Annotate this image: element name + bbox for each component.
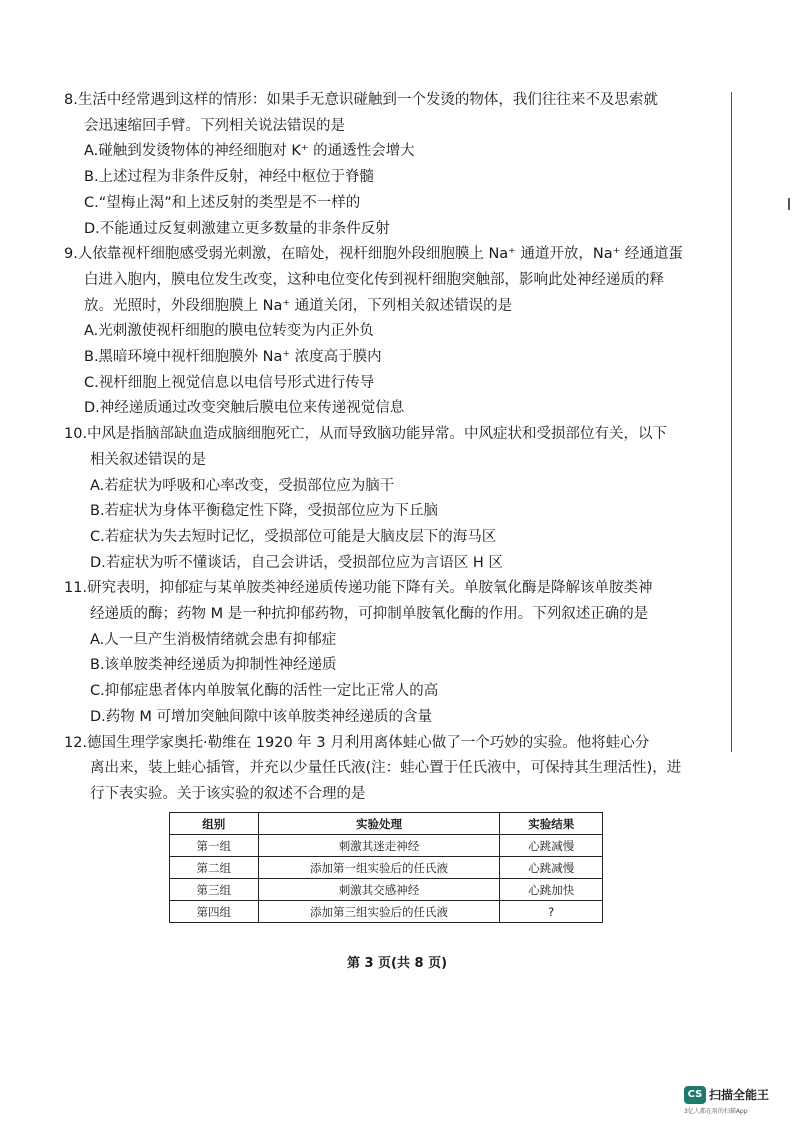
question-stem: 8.生活中经常遇到这样的情形：如果手无意识碰触到一个发烫的物体，我们往往来不及思索就 bbox=[64, 92, 658, 108]
question-stem: 12.德国生理学家奥托·勒维在 1920 年 3 月利用离体蛙心做了一个巧妙的实验。他将蛙心分 bbox=[64, 734, 650, 751]
table-cell-treatment: 刺激其迷走神经 bbox=[258, 835, 500, 857]
question-stem-continued: 经递质的酶；药物 M 是一种抗抑郁药物，可抑制单胺氧化酶的作用。下列叙述正确的是 bbox=[90, 606, 649, 623]
table-header-result: 实验结果 bbox=[500, 813, 603, 835]
table-cell-group: 第一组 bbox=[170, 835, 259, 857]
page-number: 第 3 页(共 8 页) bbox=[346, 956, 448, 971]
question-stem-continued: 相关叙述错误的是 bbox=[90, 451, 206, 468]
question-block bbox=[64, 576, 714, 730]
camscanner-logo-icon: CS bbox=[684, 1086, 706, 1104]
answer-option: D.药物 M 可增加突触间隙中该单胺类神经递质的含量 bbox=[90, 708, 433, 725]
answer-option: B.若症状为身体平衡稳定性下降，受损部位应为下丘脑 bbox=[90, 503, 439, 520]
table-cell-treatment: 添加第一组实验后的任氏液 bbox=[258, 857, 500, 879]
answer-option: D.神经递质通过改变突触后膜电位来传递视觉信息 bbox=[84, 400, 405, 417]
table-header-row bbox=[170, 813, 603, 835]
table-cell-treatment: 刺激其交感神经 bbox=[258, 879, 500, 901]
answer-option: A.人一旦产生消极情绪就会患有抑郁症 bbox=[90, 631, 337, 648]
answer-option: B.该单胺类神经递质为抑制性神经递质 bbox=[90, 657, 337, 674]
watermark-tagline: 3亿人都在用的扫描App bbox=[684, 1108, 748, 1115]
question-stem: 10.中风是指脑部缺血造成脑细胞死亡，从而导致脑功能异常。中风症状和受损部位有关，以下 bbox=[64, 426, 668, 443]
question-block bbox=[64, 88, 714, 242]
question-stem-continued: 离出来，装上蛙心插管，并充以少量任氏液(注：蛙心置于任氏液中，可保持其生理活性)，进 bbox=[90, 760, 682, 777]
question-stem-continued: 会迅速缩回手臂。下列相关说法错误的是 bbox=[84, 117, 345, 134]
table-cell-result: ? bbox=[500, 901, 603, 923]
question-stem: 9.人依靠视杆细胞感受弱光刺激，在暗处，视杆细胞外段细胞膜上 Na⁺ 通道开放，Na⁺ 经通道蛋 bbox=[64, 246, 683, 263]
answer-option: B.黑暗环境中视杆细胞膜外 Na⁺ 浓度高于膜内 bbox=[84, 349, 382, 366]
answer-option: D.若症状为听不懂谈话，自己会讲话，受损部位应为言语区 H 区 bbox=[90, 554, 503, 571]
question-stem-continued: 行下表实验。关于该实验的叙述不合理的是 bbox=[90, 785, 366, 802]
edge-mark bbox=[788, 198, 790, 210]
scanner-watermark bbox=[684, 1084, 784, 1118]
answer-option: A.光刺激使视杆细胞的膜电位转变为内正外负 bbox=[84, 323, 374, 340]
table-cell-result: 心跳加快 bbox=[500, 879, 603, 901]
table-header-group: 组别 bbox=[170, 813, 259, 835]
answer-option: C.若症状为失去短时记忆，受损部位可能是大脑皮层下的海马区 bbox=[90, 528, 497, 545]
question-stem-continued: 白进入胞内，膜电位发生改变，这种电位变化传到视杆细胞突触部，影响此处神经递质的释 bbox=[84, 271, 664, 288]
question-stem-continued: 放。光照时，外段细胞膜上 Na⁺ 通道关闭，下列相关叙述错误的是 bbox=[84, 297, 513, 314]
table-cell-group: 第二组 bbox=[170, 857, 259, 879]
table-cell-treatment: 添加第三组实验后的任氏液 bbox=[258, 901, 500, 923]
table-row bbox=[170, 901, 603, 923]
experiment-table bbox=[169, 812, 603, 923]
watermark-name: 扫描全能王 bbox=[709, 1088, 770, 1102]
answer-option: C.“望梅止渴”和上述反射的类型是不一样的 bbox=[84, 194, 361, 211]
table-cell-result: 心跳减慢 bbox=[500, 857, 603, 879]
question-block bbox=[64, 731, 714, 808]
answer-option: C.视杆细胞上视觉信息以电信号形式进行传导 bbox=[84, 374, 375, 391]
answer-option: D.不能通过反复刺激建立更多数量的非条件反射 bbox=[84, 220, 390, 237]
table-row bbox=[170, 835, 603, 857]
table-row bbox=[170, 879, 603, 901]
table-cell-group: 第三组 bbox=[170, 879, 259, 901]
table-cell-group: 第四组 bbox=[170, 901, 259, 923]
question-stem: 11.研究表明，抑郁症与某单胺类神经递质传递功能下降有关。单胺氧化酶是降解该单胺类神 bbox=[64, 580, 653, 597]
answer-option: A.若症状为呼吸和心率改变，受损部位应为脑干 bbox=[90, 477, 395, 494]
question-block bbox=[64, 422, 714, 576]
answer-option: C.抑郁症患者体内单胺氧化酶的活性一定比正常人的高 bbox=[90, 683, 439, 700]
table-cell-result: 心跳减慢 bbox=[500, 835, 603, 857]
table-row bbox=[170, 857, 603, 879]
question-list bbox=[64, 88, 714, 808]
margin-rule bbox=[731, 92, 732, 752]
answer-option: B.上述过程为非条件反射，神经中枢位于脊髓 bbox=[84, 169, 375, 186]
question-block bbox=[64, 242, 714, 422]
table-header-treatment: 实验处理 bbox=[258, 813, 500, 835]
answer-option: A.碰触到发烫物体的神经细胞对 K⁺ 的通透性会增大 bbox=[84, 143, 415, 160]
